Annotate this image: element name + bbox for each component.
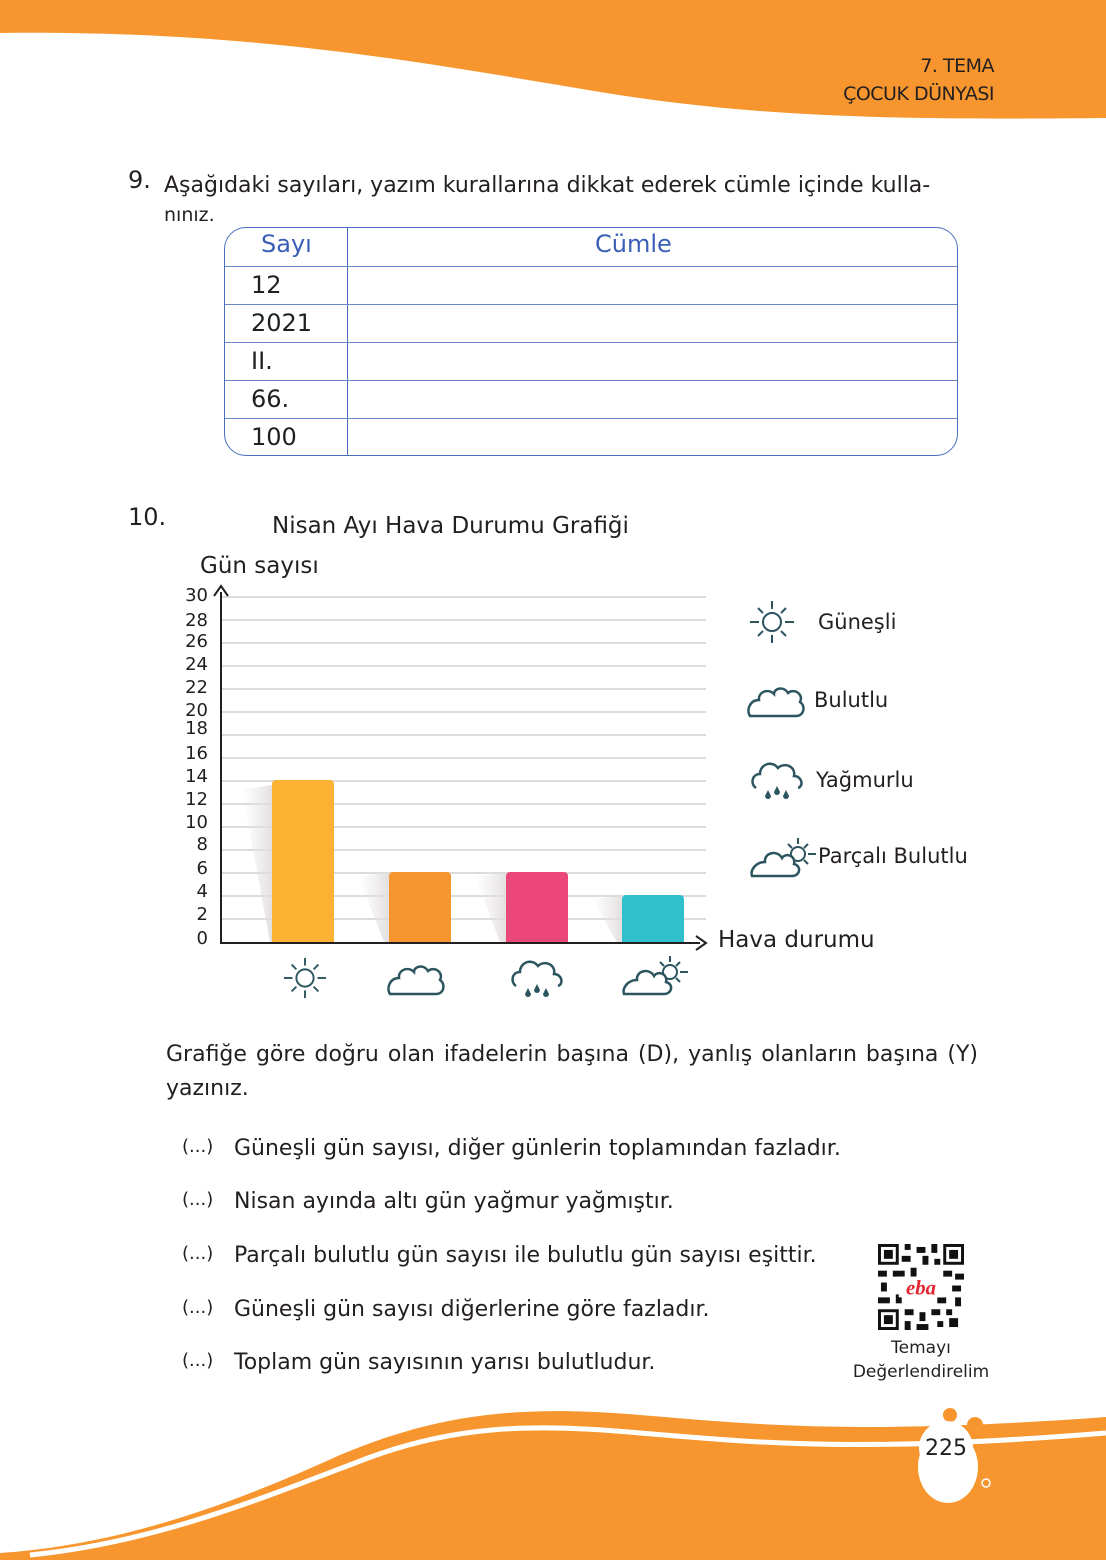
partly-cloudy-icon bbox=[748, 832, 818, 880]
y-tick: 6 bbox=[196, 858, 208, 879]
footer-wave bbox=[0, 1395, 1106, 1560]
qr-caption-line1: Temayı bbox=[891, 1338, 951, 1358]
legend-item-yagmurlu bbox=[748, 756, 914, 804]
legend-label: Parçalı Bulutlu bbox=[818, 844, 968, 868]
legend-label: Bulutlu bbox=[814, 688, 889, 712]
table-row[interactable] bbox=[225, 380, 957, 419]
row-number: 100 bbox=[251, 423, 297, 451]
question-9-text: Aşağıdaki sayıları, yazım kurallarına dikkat ederek cümle içinde kulla- bbox=[164, 173, 931, 198]
statement-item[interactable] bbox=[182, 1189, 674, 1214]
theme-number: 7. TEMA bbox=[920, 55, 994, 77]
y-tick: 30 bbox=[185, 585, 208, 606]
bar-bulutlu bbox=[389, 872, 451, 942]
answer-blank[interactable]: (...) bbox=[182, 1136, 214, 1157]
row-number: 12 bbox=[251, 271, 282, 299]
statement-text: Güneşli gün sayısı diğerlerine göre fazladır. bbox=[234, 1297, 710, 1322]
row-number: 2021 bbox=[251, 309, 313, 337]
y-axis-arrow-icon bbox=[213, 584, 229, 598]
question-9-number: 9. bbox=[128, 166, 151, 194]
y-tick: 16 bbox=[185, 743, 208, 764]
y-tick: 2 bbox=[196, 904, 208, 925]
answer-blank[interactable]: (...) bbox=[182, 1350, 214, 1371]
statement-text: Güneşli gün sayısı, diğer günlerin toplamından fazladır. bbox=[234, 1136, 841, 1161]
bar-parcali-bulutlu bbox=[622, 895, 684, 942]
row-number: II. bbox=[251, 347, 273, 375]
x-axis-arrow-icon bbox=[694, 935, 708, 951]
bar-gunesli bbox=[272, 780, 334, 942]
answer-blank[interactable]: (...) bbox=[182, 1297, 214, 1318]
y-tick: 4 bbox=[196, 881, 208, 902]
statement-item[interactable] bbox=[182, 1350, 655, 1375]
x-axis-label: Hava durumu bbox=[718, 927, 875, 953]
theme-header bbox=[843, 52, 994, 108]
cloud-icon bbox=[384, 958, 450, 998]
statement-text: Toplam gün sayısının yarısı bulutludur. bbox=[234, 1350, 656, 1375]
theme-title: ÇOCUK DÜNYASI bbox=[843, 83, 994, 105]
table-row[interactable] bbox=[225, 304, 957, 343]
y-tick: 26 bbox=[185, 631, 208, 652]
y-tick: 22 bbox=[185, 677, 208, 698]
rain-cloud-icon bbox=[748, 756, 808, 804]
row-number: 66. bbox=[251, 385, 290, 413]
partly-cloudy-icon bbox=[620, 950, 690, 998]
legend-item-gunesli bbox=[746, 598, 896, 646]
y-tick: 8 bbox=[196, 834, 208, 855]
y-tick: 14 bbox=[185, 766, 208, 787]
qr-caption bbox=[840, 1336, 1002, 1384]
table-header bbox=[225, 228, 957, 266]
y-tick: 20 bbox=[185, 700, 208, 721]
sun-icon bbox=[746, 598, 798, 646]
y-tick: 18 bbox=[185, 718, 208, 739]
table-row[interactable] bbox=[225, 418, 957, 457]
question-10-instruction: Grafiğe göre doğru olan ifadelerin başına (D), yanlış olanların başına (Y) yazınız. bbox=[166, 1042, 978, 1101]
legend-label: Güneşli bbox=[818, 610, 897, 634]
eba-logo: eba bbox=[906, 1277, 936, 1300]
y-axis bbox=[220, 592, 222, 944]
rain-cloud-icon bbox=[508, 954, 568, 1002]
answer-blank[interactable]: (...) bbox=[182, 1189, 214, 1210]
bar-chart bbox=[170, 580, 730, 980]
header-sayi: Sayı bbox=[261, 230, 312, 258]
question-9-text-cont: nınız. bbox=[164, 204, 215, 226]
y-tick: 0 bbox=[196, 928, 208, 949]
table-row[interactable] bbox=[225, 342, 957, 381]
statement-text: Nisan ayında altı gün yağmur yağmıştır. bbox=[234, 1189, 674, 1214]
y-tick: 28 bbox=[185, 610, 208, 631]
statement-item[interactable] bbox=[182, 1243, 817, 1268]
number-sentence-table bbox=[224, 227, 958, 456]
answer-blank[interactable]: (...) bbox=[182, 1243, 214, 1264]
y-tick: 10 bbox=[185, 812, 208, 833]
table-row[interactable] bbox=[225, 266, 957, 305]
statement-item[interactable] bbox=[182, 1297, 710, 1322]
page-number: 225 bbox=[919, 1421, 973, 1475]
y-axis-label: Gün sayısı bbox=[200, 553, 319, 579]
chart-title: Nisan Ayı Hava Durumu Grafiği bbox=[272, 513, 629, 539]
qr-caption-line2: Değerlendirelim bbox=[852, 1362, 990, 1382]
qr-code-icon[interactable] bbox=[878, 1244, 964, 1330]
header-cumle: Cümle bbox=[595, 230, 672, 258]
statement-text: Parçalı bulutlu gün sayısı ile bulutlu gün sayısı eşittir. bbox=[234, 1243, 817, 1268]
statement-item[interactable] bbox=[182, 1136, 841, 1161]
sun-icon bbox=[280, 955, 330, 1001]
bar-yagmurlu bbox=[506, 872, 568, 942]
legend-item-bulutlu bbox=[744, 680, 888, 720]
y-tick: 12 bbox=[185, 789, 208, 810]
legend-item-parcali-bulutlu bbox=[748, 832, 968, 880]
cloud-icon bbox=[744, 680, 810, 720]
y-tick: 24 bbox=[185, 654, 208, 675]
x-axis bbox=[220, 942, 700, 944]
legend-label: Yağmurlu bbox=[816, 768, 914, 792]
question-10-number: 10. bbox=[128, 503, 167, 531]
